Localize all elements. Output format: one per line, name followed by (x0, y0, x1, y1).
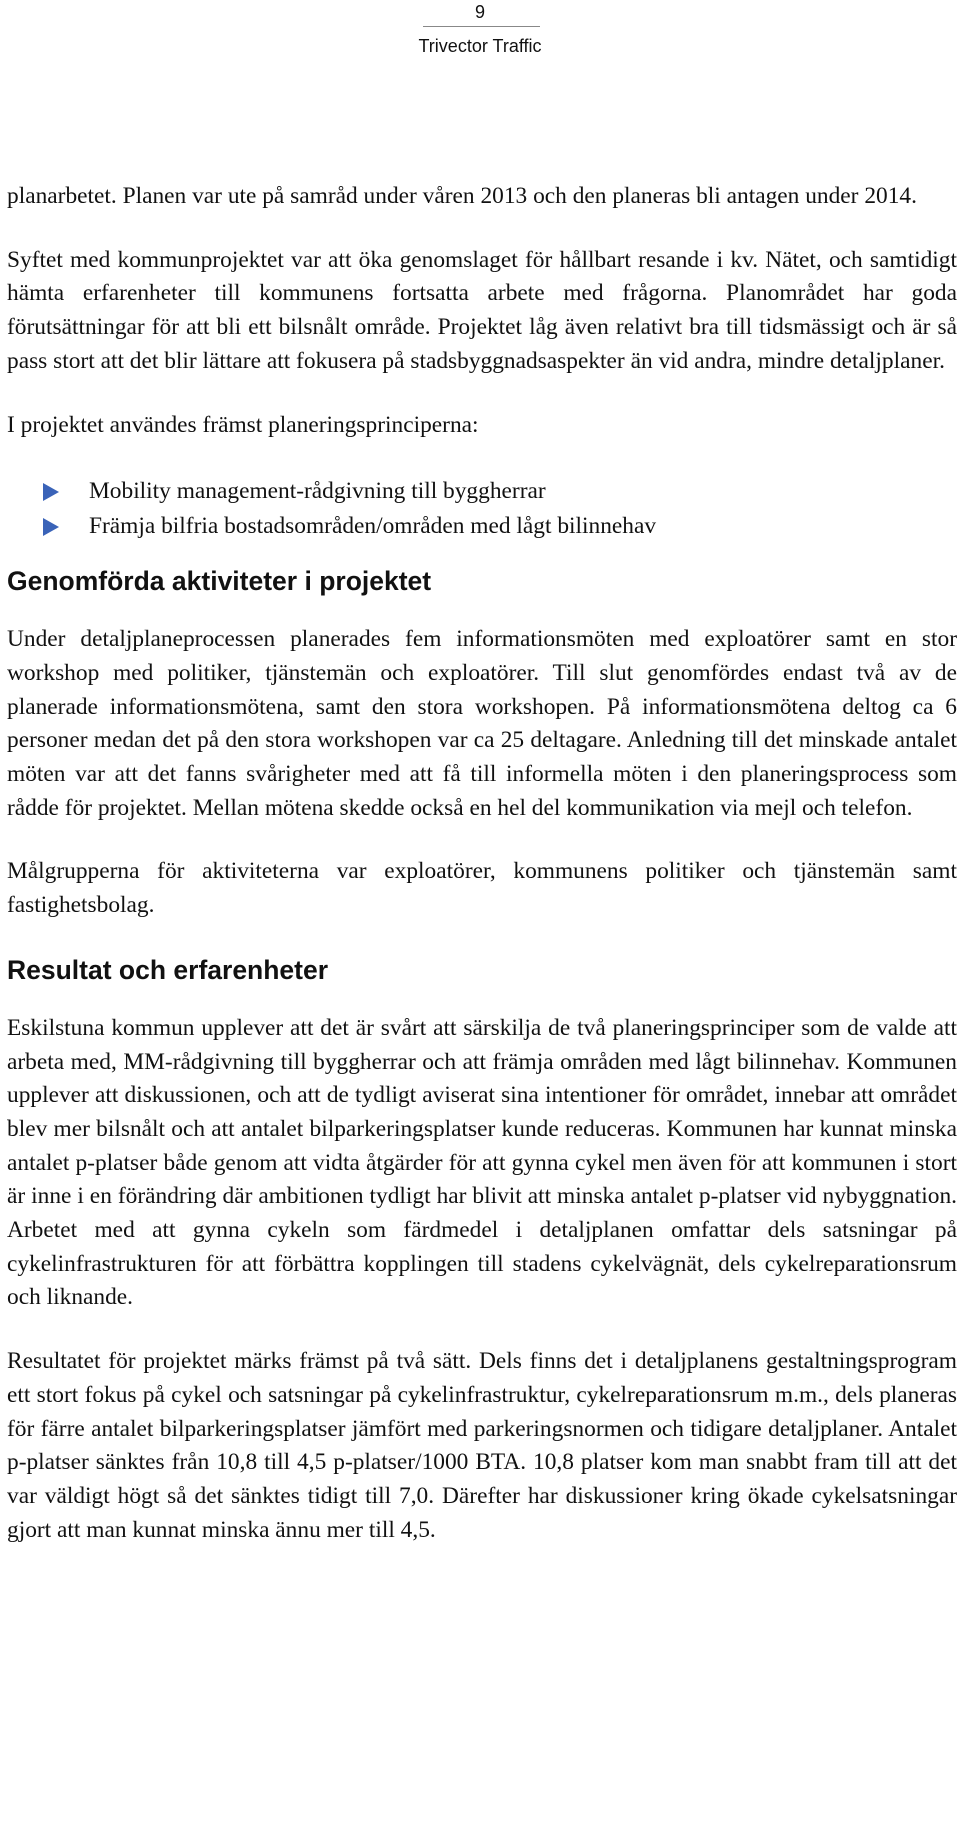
list-item-text: Främja bilfria bostadsområden/områden med lågt bilinnehav (89, 513, 657, 540)
triangle-bullet-icon (43, 518, 59, 536)
header-divider (423, 26, 540, 27)
paragraph-5: Målgrupperna för aktiviteterna var exploatörer, kommunens politiker och tjänstemän samt fastighetsbolag. (7, 858, 957, 919)
paragraph-7: Resultatet för projektet märks främst på två sätt. Dels finns det i detaljplanens gestaltningsprogram ett stort fokus på cykel och satsningar på cykelinfrastruktur, cykelreparationsrum m.m., dels planeras för färre antalet bilparkeringsplatser jämfört med parkeringsnormen och tidigare detaljplaner. Antalet p-platser sänktes från 10,8 till 4,5 p-platser/1000 BTA. 10,8 platser kom man snabbt fram till att det var väldigt högt så det sänktes tidigt till 7,0. Därefter har diskussioner kring ökade cykelsatsningar gjort att man kunnat minska ännu mer till 4,5. (7, 1348, 957, 1543)
document-body (7, 180, 957, 1577)
triangle-bullet-icon (43, 483, 59, 501)
list-item (7, 509, 957, 544)
paragraph-3: I projektet användes främst planeringsprinciperna: (7, 411, 479, 438)
list-item (7, 474, 957, 509)
principles-list (7, 474, 957, 544)
section-heading-results: Resultat och erfarenheter (7, 954, 329, 985)
paragraph-4: Under detaljplaneprocessen planerades fem informationsmöten med exploatörer samt en stor workshop med politiker, tjänstemän och exploatörer. Till slut genomfördes endast två av de planerade informationsmötena, samt den stora workshopen. På informationsmötena deltog ca 6 personer medan det på den stora workshopen var ca 25 deltagare. Anledning till det minskade antalet möten var att det fanns svårigheter med att få till informella möten i den planeringsprocess som rådde för projektet. Mellan mötena skedde också en hel del kommunikation via mejl och telefon. (7, 626, 957, 821)
header-title: Trivector Traffic (418, 36, 542, 56)
paragraph-1: planarbetet. Planen var ute på samråd under våren 2013 och den planeras bli antagen under 2014. (7, 183, 917, 209)
list-item-text: Mobility management-rådgivning till byggherrar (89, 478, 546, 505)
paragraph-2: Syftet med kommunprojektet var att öka genomslaget för hållbart resande i kv. Nätet, och samtidigt hämta erfarenheter till kommunens fortsatta arbete med frågorna. Planområdet har goda förutsättningar för att bli ett bilsnålt område. Projektet låg även relativt bra till tidsmässigt och är så pass stort att det blir lättare att fokusera på stadsbyggnadsaspekter än vid andra, mindre detaljplaner. (7, 246, 957, 374)
paragraph-6: Eskilstuna kommun upplever att det är svårt att särskilja de två planeringsprinciper som de valde att arbeta med, MM-rådgivning till byggherrar och att främja områden med lågt bilinnehav. Kommunen upplever att diskussionen, och att de tydligt aviserat sina intentioner för området, innebar att området blev mer bilsnålt och att antalet bilparkeringsplatser kunde reduceras. Kommunen har kunnat minska antalet p-platser både genom att vidta åtgärder för att gynna cykel men även för att kommunen i stort är inne i en förändring där ambitionen tydligt har blivit att minska antalet p-platser vid nybyggnation. Arbetet med att gynna cykeln som färdmedel i detaljplanen omfattar dels satsningar på cykelinfrastrukturen för att förbättra kopplingen till stadens cykelvägnät, dels cykelreparationsrum och liknande. (7, 1014, 957, 1311)
page-number: 9 (474, 2, 485, 22)
section-heading-activities: Genomförda aktiviteter i projektet (7, 566, 432, 597)
